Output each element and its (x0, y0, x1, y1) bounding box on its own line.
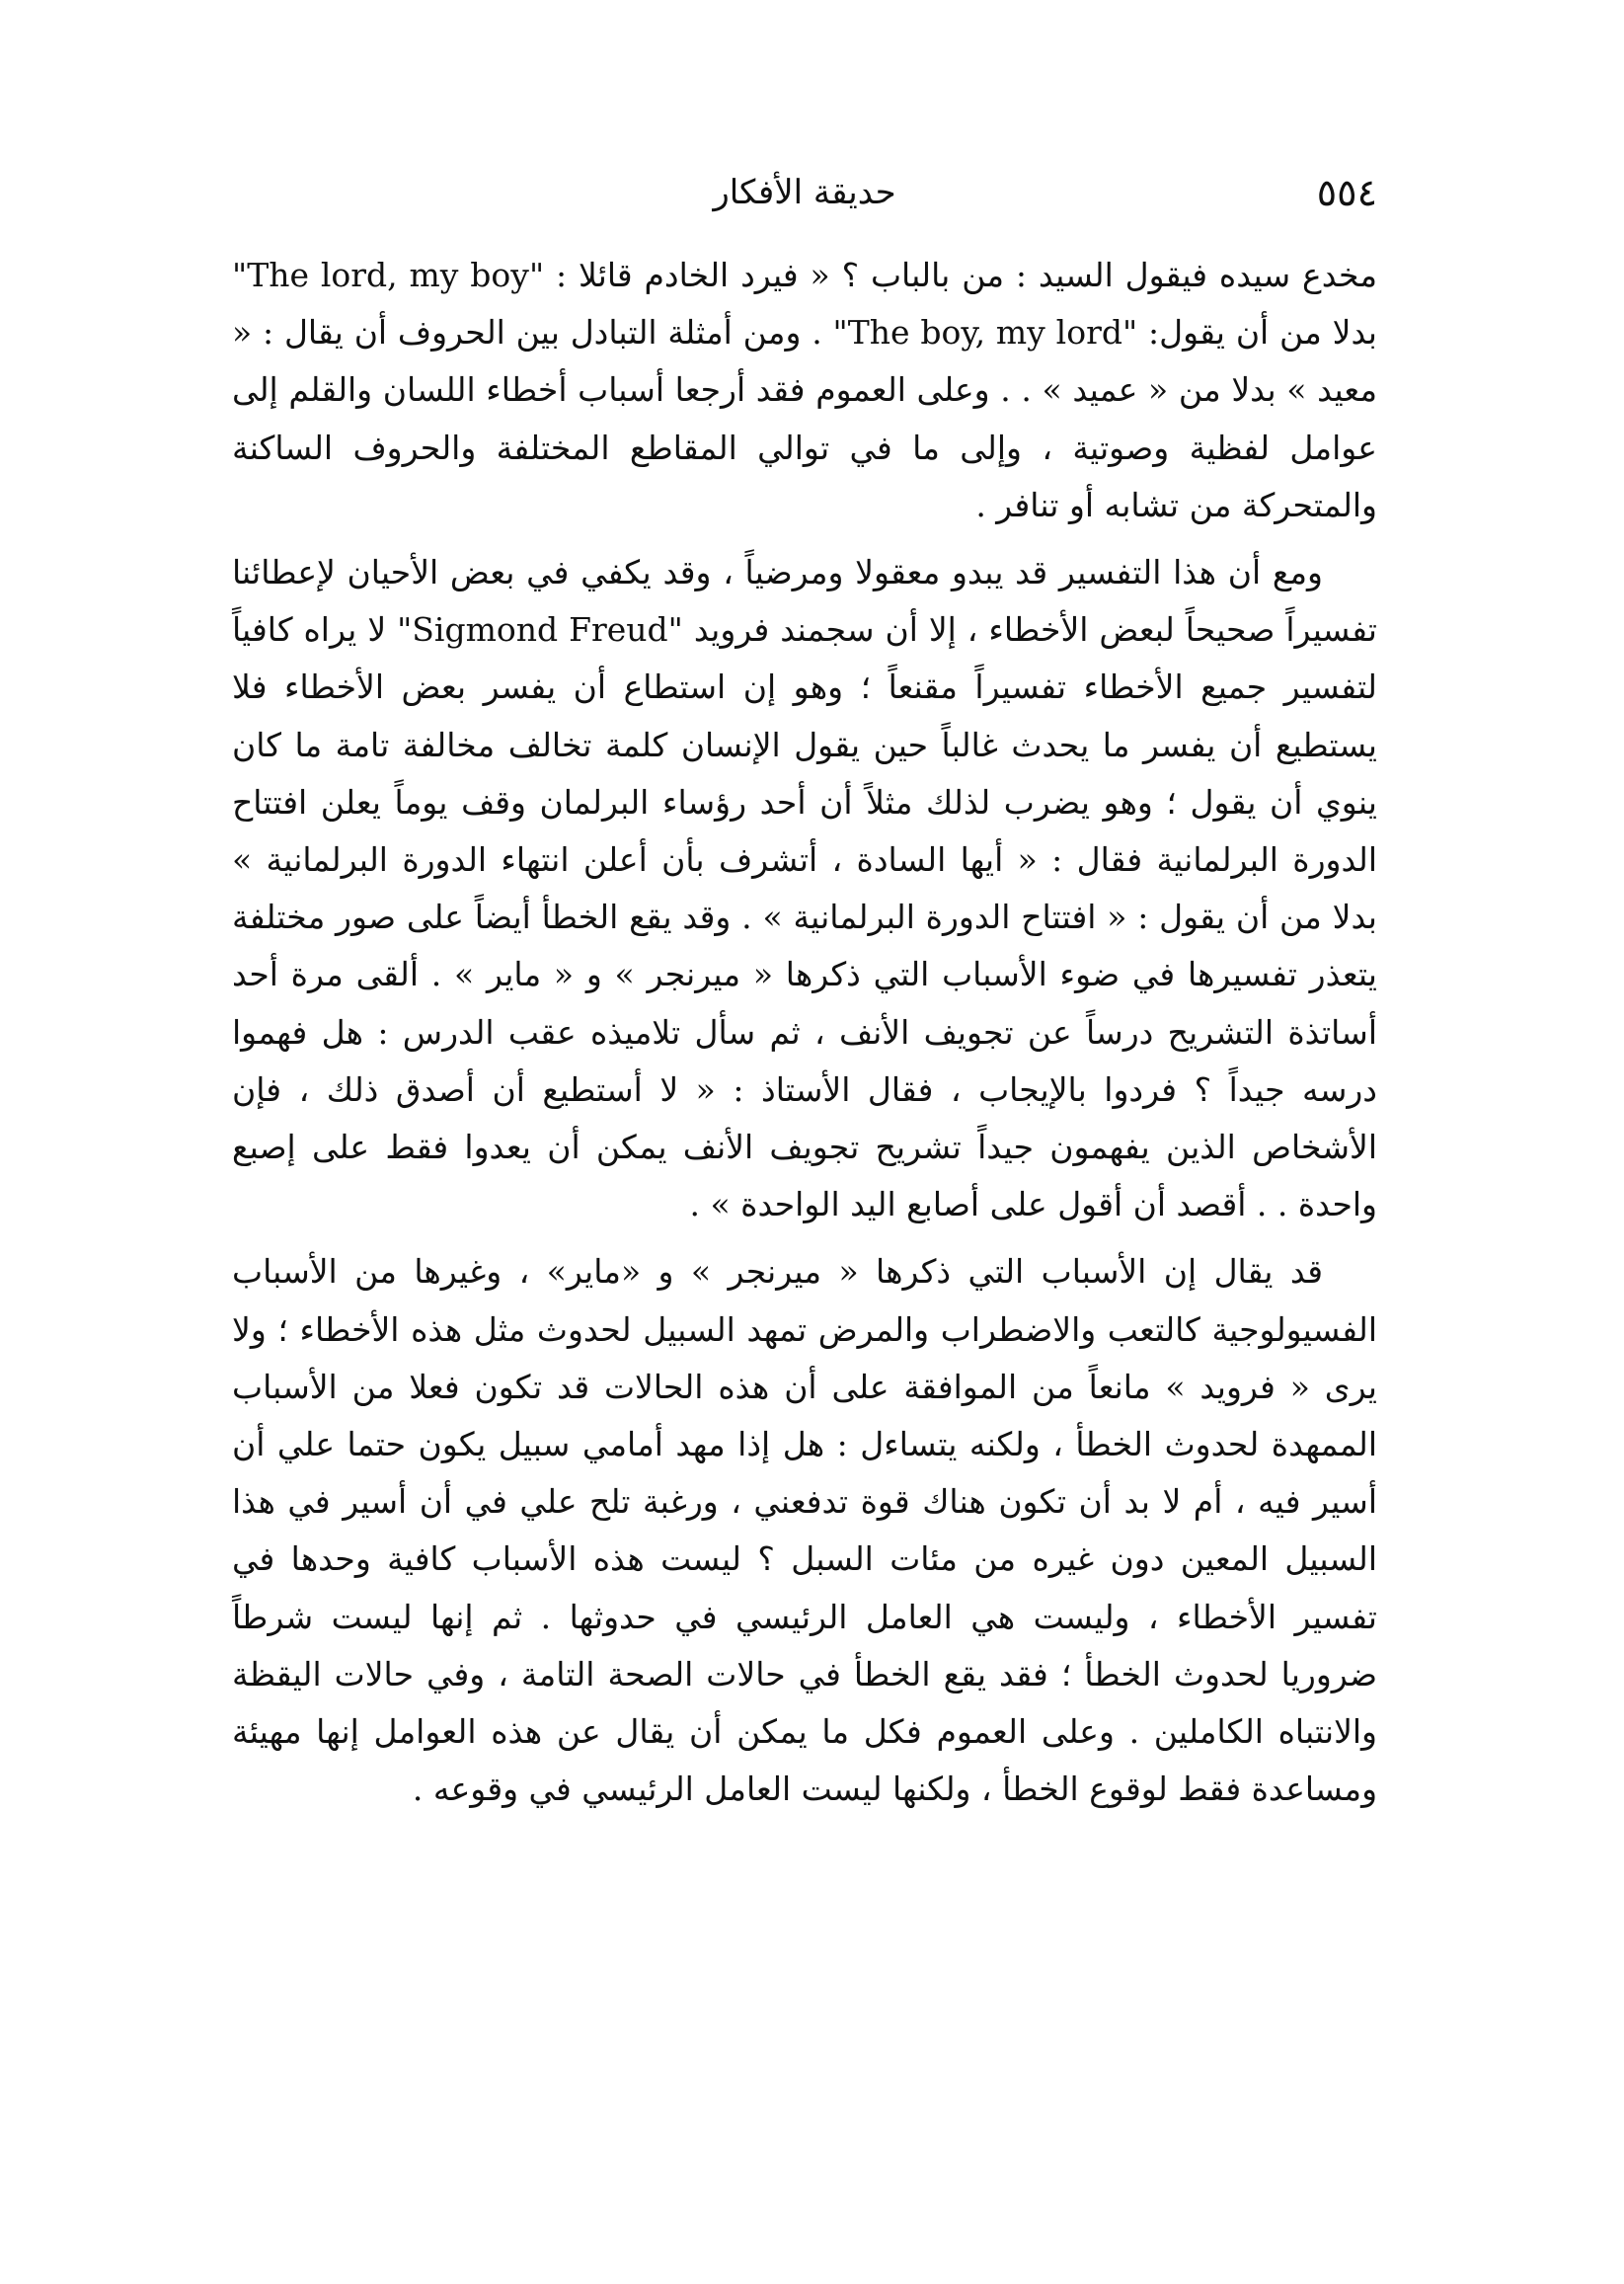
paragraph: ومع أن هذا التفسير قد يبدو معقولا ومرضياً ، وقد يكفي في بعض الأحيان لإعطائنا تفسيراً صحيحاً لبعض الأخطاء ، إلا أن سجمند فرويد "Sigmond Freud" لا يراه كافياً لتفسير جميع الأخطاء تفسيراً مقنعاً ؛ وهو إن استطاع أن يفسر بعض الأخطاء فلا يستطيع أن يفسر ما يحدث غالباً حين يقول الإنسان كلمة تخالف مخالفة تامة ما كان ينوي أن يقول ؛ وهو يضرب لذلك مثلاً أن أحد رؤساء البرلمان وقف يوماً يعلن افتتاح الدورة البرلمانية فقال : « أيها السادة ، أتشرف بأن أعلن انتهاء الدورة البرلمانية » بدلا من أن يقول : « افتتاح الدورة البرلمانية » . وقد يقع الخطأ أيضاً على صور مختلفة يتعذر تفسيرها في ضوء الأسباب التي ذكرها « ميرنجر » و « ماير » . ألقى مرة أحد أساتذة التشريح درساً عن تجويف الأنف ، ثم سأل تلاميذه عقب الدرس : هل فهموا درسه جيداً ؟ فردوا بالإيجاب ، فقال الأستاذ : « لا أستطيع أن أصدق ذلك ، فإن الأشخاص الذين يفهمون جيداً تشريح تجويف الأنف يمكن أن يعدوا فقط على إصبع واحدة . . أقصد أن أقول على أصابع اليد الواحدة » . (232, 553, 1377, 1224)
paragraph: قد يقال إن الأسباب التي ذكرها « ميرنجر » و «ماير» ، وغيرها من الأسباب الفسيولوجية كالتعب والاضطراب والمرض تمهد السبيل لحدوث مثل هذه الأخطاء ؛ ولا يرى « فرويد » مانعاً من الموافقة على أن هذه الحالات قد تكون فعلا من الأسباب الممهدة لحدوث الخطأ ، ولكنه يتساءل : هل إذا مهد أمامي سبيل يكون حتما علي أن أسير فيه ، أم لا بد أن تكون هناك قوة تدفعني ، ورغبة تلح علي في أن أسير في هذا السبيل المعين دون غيره من مئات السبل ؟ ليست هذه الأسباب كافية وحدها في تفسير الأخطاء ، وليست هي العامل الرئيسي في حدوثها . ثم إنها ليست شرطاً ضروريا لحدوث الخطأ ؛ فقد يقع الخطأ في حالات الصحة التامة ، وفي حالات اليقظة والانتباه الكاملين . وعلى العموم فكل ما يمكن أن يقال عن هذه العوامل إنها مهيئة ومساعدة فقط لوقوع الخطأ ، ولكنها ليست العامل الرئيسي في وقوعه . (232, 1252, 1377, 1809)
paragraph: مخدع سيده فيقول السيد : من بالباب ؟ « فيرد الخادم قائلا : "The lord, my boy" بدلا من أن يقول: "The boy, my lord" . ومن أمثلة التبادل بين الحروف أن يقال : « معيد » بدلا من « عميد » . . وعلى العموم فقد أرجعا أسباب أخطاء اللسان والقلم إلى عوامل لفظية وصوتية ، وإلى ما في توالي المقاطع المختلفة والحروف الساكنة والمتحركة من تشابه أو تنافر . (232, 256, 1377, 524)
running-title: حديقة الأفكار (713, 173, 896, 212)
page-number: ٥٥٤ (1316, 171, 1377, 214)
body-text (232, 247, 1377, 1818)
page-header (232, 163, 1377, 222)
